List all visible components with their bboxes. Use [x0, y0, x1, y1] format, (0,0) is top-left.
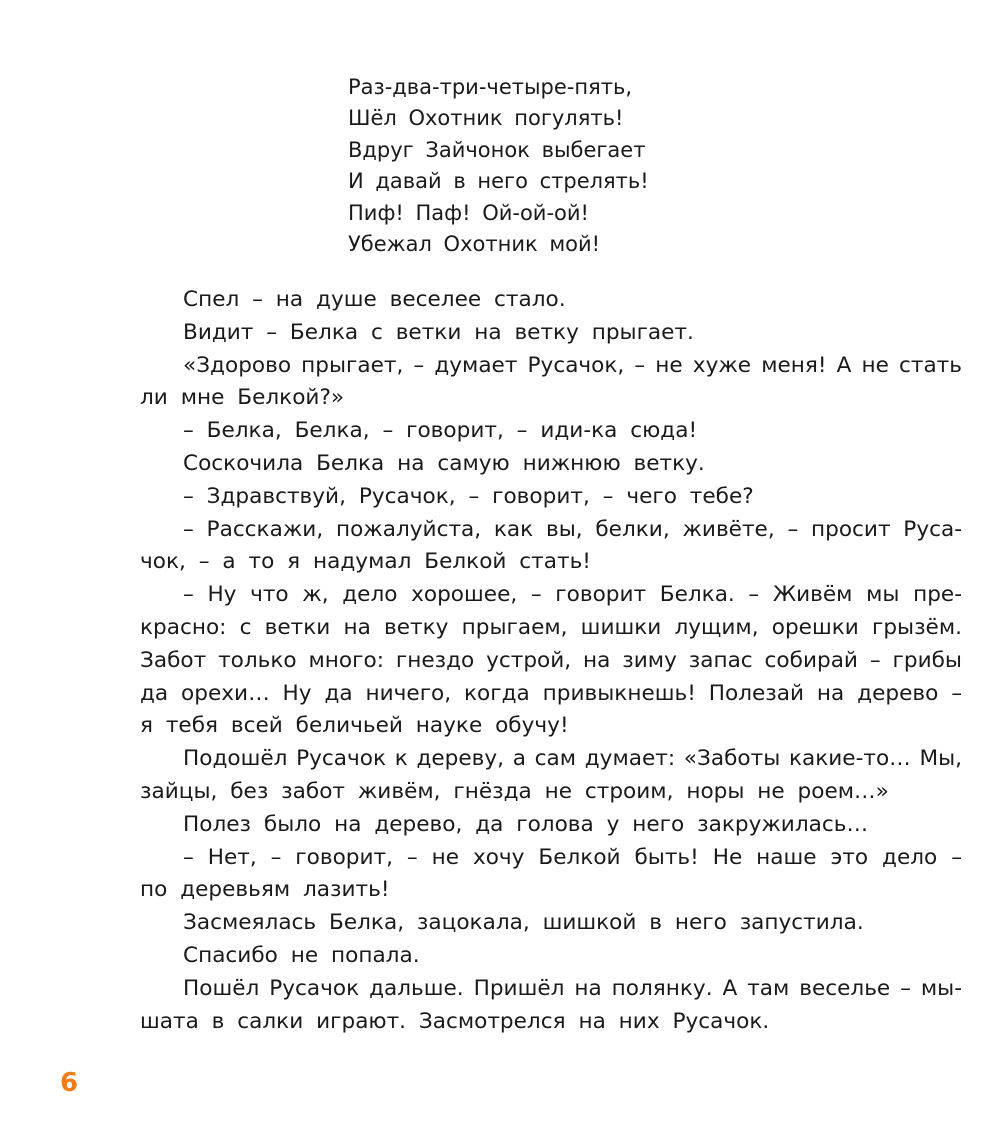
poem-line: Вдруг Зайчонок выбегает [348, 137, 646, 162]
text-line: да орехи… Ну да ничего, когда привыкнешь! Полезай на дерево – [140, 680, 962, 706]
poem-line: Раз-два-три-четыре-пять, [348, 75, 633, 99]
prose-block [140, 284, 962, 1038]
text-line: Спасибо не попала. [183, 942, 420, 968]
text-line: чок, – а то я надумал Белкой стать! [140, 549, 591, 575]
text-line: Соскочила Белка на самую нижнюю ветку. [183, 450, 705, 476]
text-line: «Здорово прыгает, – думает Русачок, – не хуже меня! А не стать [183, 352, 962, 378]
text-line: Полез было на дерево, да голова у него закружилась… [183, 811, 869, 837]
text-line: – Здравствуй, Русачок, – говорит, – чего тебе? [183, 483, 754, 509]
text-line: ли мне Белкой?» [140, 385, 345, 411]
text-line: красно: с ветки на ветку прыгаем, шишки лущим, орешки грызём. [140, 614, 962, 640]
text-line: зайцы, без забот живём, гнёзда не строим, норы не роем…» [140, 778, 889, 804]
poem-line: И давай в него стрелять! [348, 169, 649, 194]
text-line: – Ну что ж, дело хорошее, – говорит Белка. – Живём мы пре- [183, 582, 962, 608]
poem-block [348, 72, 748, 260]
text-line: Видит – Белка с ветки на ветку прыгает. [183, 319, 694, 345]
text-line: – Нет, – говорит, – не хочу Белкой быть! Не наше это дело – [183, 844, 962, 870]
page-number: 6 [60, 1068, 79, 1098]
text-line: Спел – на душе веселее стало. [183, 287, 566, 312]
text-line: – Расскажи, пожалуйста, как вы, белки, живёте, – просит Руса- [183, 516, 962, 542]
text-line: Подошёл Русачок к дереву, а сам думает: «Заботы какие-то… Мы, [183, 746, 962, 772]
text-line: шата в салки играют. Засмотрелся на них Русачок. [140, 1008, 770, 1034]
poem-line: Убежал Охотник мой! [348, 232, 601, 257]
text-line: Забот только много: гнездо устрой, на зиму запас собирай – грибы [140, 647, 962, 673]
poem-line: Шёл Охотник погулять! [348, 106, 624, 131]
text-line: я тебя всей беличьей науке обучу! [140, 713, 569, 739]
poem-line: Пиф! Паф! Ой-ой-ой! [348, 200, 589, 225]
text-line: – Белка, Белка, – говорит, – иди-ка сюда! [183, 418, 698, 444]
text-line: Засмеялась Белка, зацокала, шишкой в него запустила. [183, 910, 864, 936]
text-line: по деревьям лазить! [140, 877, 390, 903]
text-line: Пошёл Русачок дальше. Пришёл на полянку. А там веселье – мы- [183, 975, 962, 1001]
